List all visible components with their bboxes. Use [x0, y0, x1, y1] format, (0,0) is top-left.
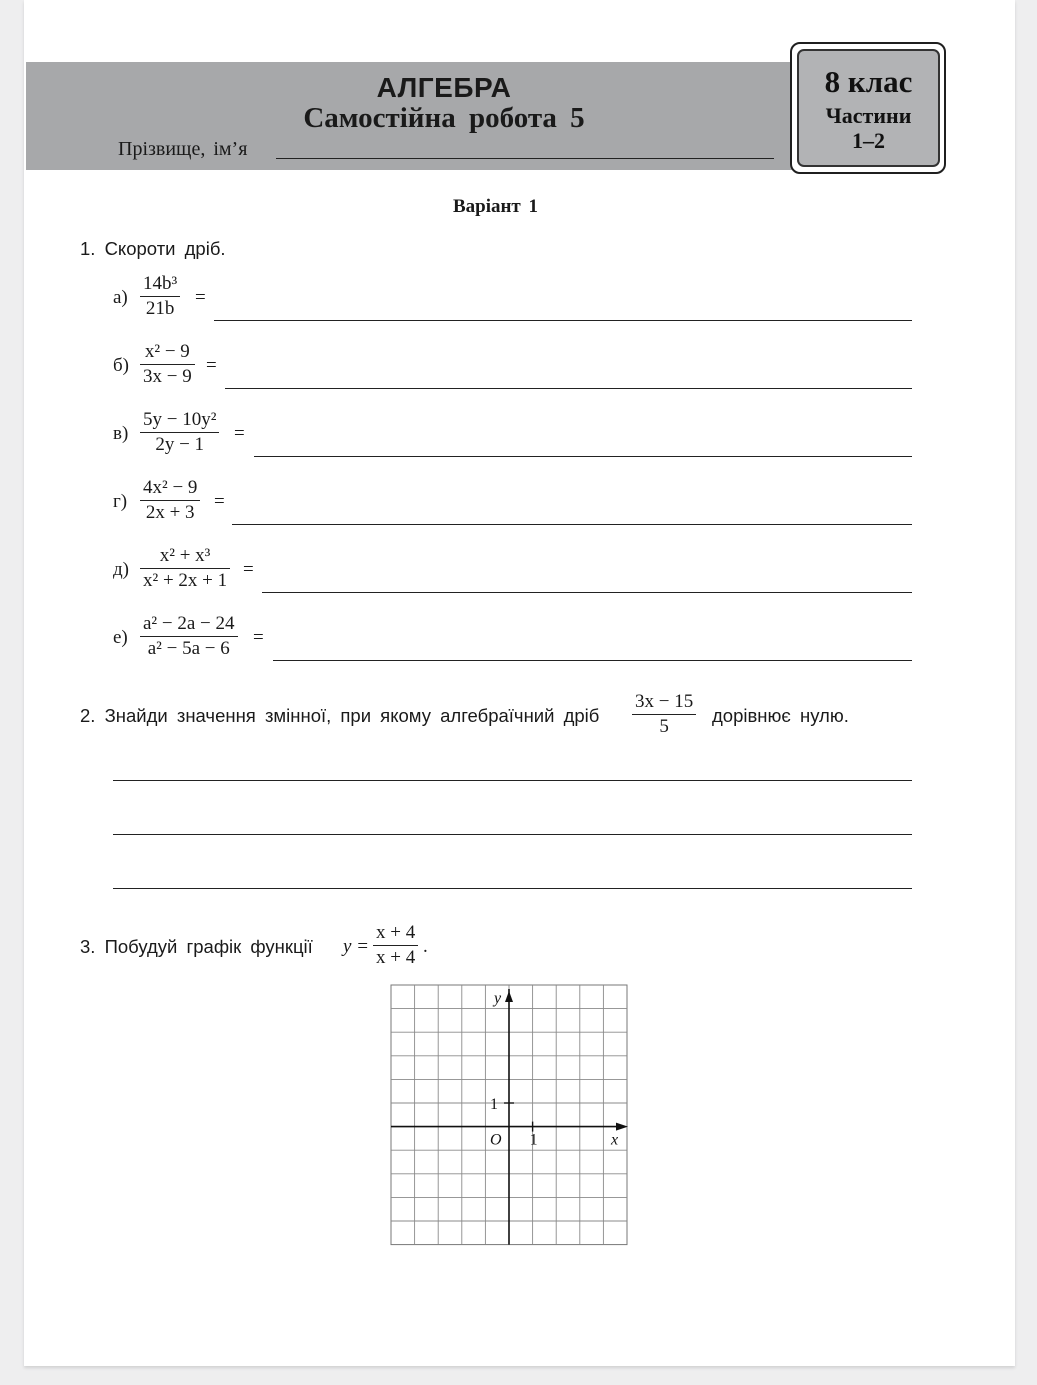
fraction-denominator: 5	[659, 716, 669, 738]
answer-line[interactable]	[113, 780, 912, 781]
answer-line[interactable]	[232, 524, 912, 525]
task2-fraction	[632, 690, 696, 739]
item-letter: б)	[113, 355, 129, 376]
subject-title: АЛГЕБРА	[376, 72, 512, 103]
equals-sign: =	[214, 491, 225, 512]
fraction-numerator: 4x² − 9	[143, 477, 198, 498]
fraction	[140, 272, 180, 321]
period: .	[423, 936, 428, 957]
grid-svg	[390, 984, 630, 1246]
y-unit-label: 1	[490, 1096, 498, 1113]
task2-suffix: дорівнює нулю.	[712, 705, 849, 726]
task2-prompt: 2. Знайди значення змінної, при якому алгебраїчний дріб	[80, 705, 600, 726]
fraction	[140, 340, 195, 389]
fraction-numerator: 14b³	[143, 273, 178, 294]
fraction-denominator: 21b	[145, 298, 175, 320]
y-axis-label: y	[494, 990, 502, 1007]
fraction-numerator: a² − 2a − 24	[143, 613, 235, 634]
x-axis-label: x	[611, 1131, 619, 1149]
item-letter: е)	[113, 627, 128, 648]
equals-sign: =	[253, 627, 264, 648]
name-label: Прізвище, ім’я	[118, 138, 248, 160]
answer-line[interactable]	[254, 456, 912, 457]
name-field-line	[276, 158, 774, 159]
grade-label: 8 клас	[824, 64, 913, 99]
parts-range: 1–2	[852, 128, 885, 153]
equals-sign: =	[206, 355, 217, 376]
answer-line[interactable]	[214, 320, 912, 321]
x-unit-label: 1	[529, 1131, 538, 1149]
variant-title: Варіант 1	[452, 196, 539, 217]
equals-sign: =	[195, 287, 206, 308]
task1-prompt: 1. Скороти дріб.	[80, 238, 226, 259]
fraction-numerator: x + 4	[376, 922, 416, 943]
fraction-denominator: x + 4	[376, 947, 416, 969]
item-letter: а)	[113, 287, 128, 308]
task3-prompt: 3. Побудуй графік функції	[80, 936, 313, 957]
answer-line[interactable]	[225, 388, 912, 389]
fraction-denominator: a² − 5a − 6	[147, 638, 230, 660]
origin-label: O	[490, 1131, 502, 1149]
parts-label: Частини	[825, 103, 912, 128]
fraction-numerator: 3x − 15	[635, 691, 694, 712]
answer-line[interactable]	[113, 834, 912, 835]
function-y-equals: y =	[343, 936, 370, 957]
fraction-numerator: x² − 9	[144, 341, 190, 362]
fraction	[140, 408, 219, 457]
fraction-denominator: x² + 2x + 1	[143, 570, 228, 592]
answer-line[interactable]	[113, 888, 912, 889]
fraction-denominator: 3x − 9	[143, 366, 192, 388]
coordinate-grid[interactable]	[390, 984, 630, 1251]
answer-line[interactable]	[262, 592, 912, 593]
fraction-denominator: 2y − 1	[155, 434, 205, 456]
item-letter: г)	[113, 491, 128, 512]
work-title: Самостійна робота 5	[303, 102, 585, 134]
fraction	[140, 544, 230, 593]
fraction-denominator: 2x + 3	[145, 502, 195, 524]
equals-sign: =	[243, 559, 254, 580]
fraction	[140, 612, 238, 661]
item-letter: в)	[113, 423, 129, 444]
fraction-numerator: x² + x³	[159, 545, 211, 566]
equals-sign: =	[234, 423, 245, 444]
fraction-numerator: 5y − 10y²	[143, 409, 217, 430]
item-letter: д)	[113, 559, 129, 580]
answer-line[interactable]	[273, 660, 912, 661]
task3-fraction	[373, 921, 418, 970]
fraction	[140, 476, 200, 525]
